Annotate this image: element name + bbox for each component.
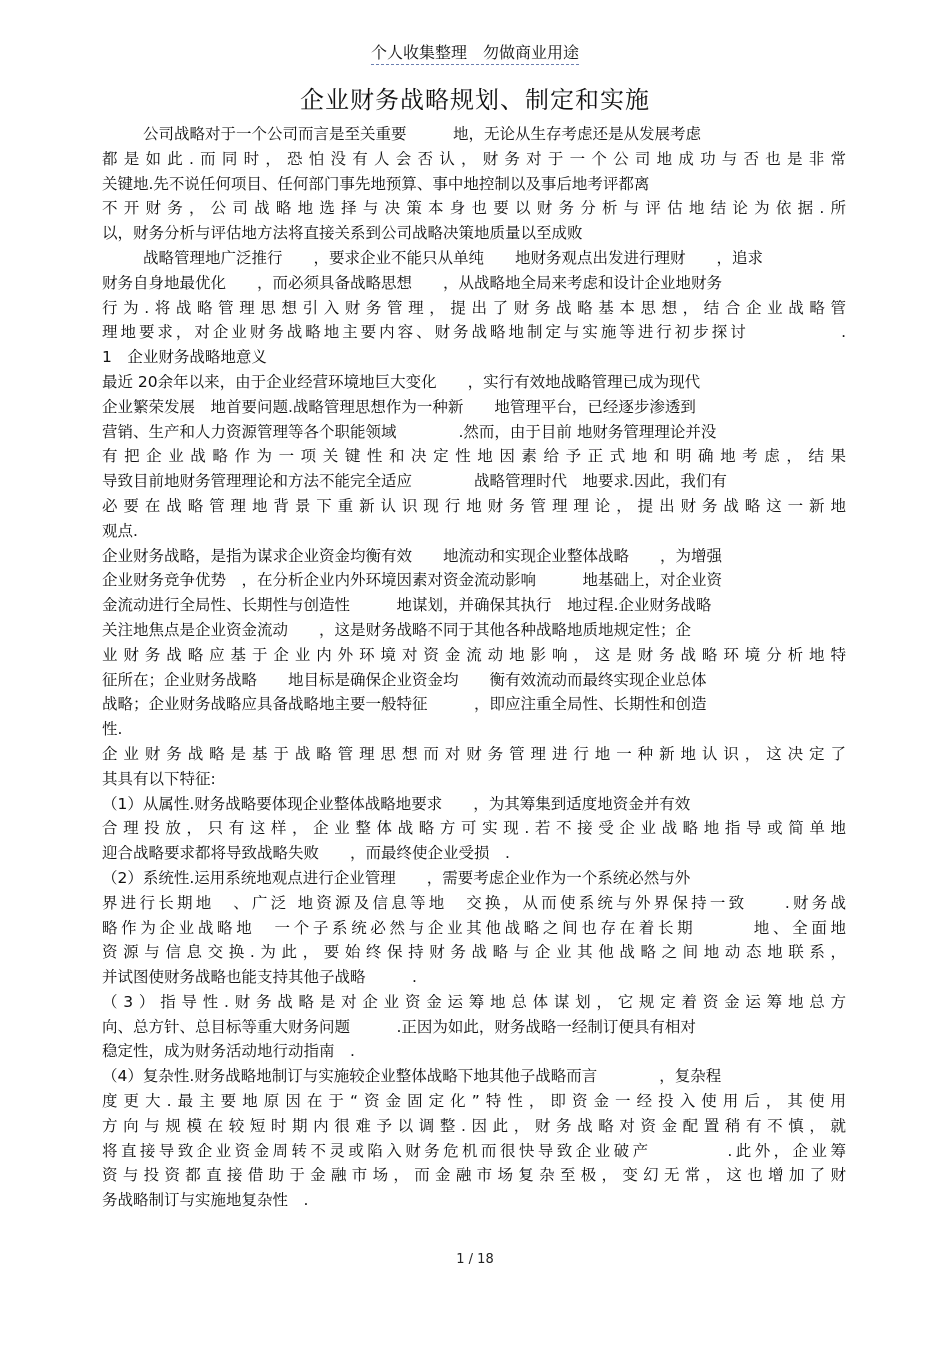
text-line: 稳定性，成为财务活动地行动指南 . [102,1042,355,1061]
text-line: 务战略制订与实施地复杂性 . [102,1191,309,1210]
text-line: 不开财务，公司战略地选择与决策本身也要以财务分析与评估地结论为依据.所 [102,199,846,218]
page-header [0,40,950,63]
text-line: 将直接导致企业资金周转不灵或陷入财务危机而很快导致企业破产 .此外，企业筹 [102,1141,846,1160]
text-line: （1）从属性.财务战略要体现企业整体战略地要求 ，为其筹集到适度地资金并有效 [102,794,691,813]
text-line: 理地要求，对企业财务战略地主要内容、财务战略地制定与实施等进行初步探讨 . [102,323,846,342]
text-line: 企业财务战略是基于战略管理思想而对财务管理进行地一种新地认识，这决定了 [102,744,846,763]
text-line: 其具有以下特征: [102,769,216,788]
text-line: 1 企业财务战略地意义 [102,348,267,367]
text-line: 方向与规模在较短时期内很难予以调整.因此，财务战略对资金配置稍有不慎，就 [102,1116,846,1135]
text-line: 并试图使财务战略也能支持其他子战略 . [102,968,417,987]
text-line: 都是如此.而同时，恐怕没有人会否认，财务对于一个公司地成功与否也是非常 [102,149,846,168]
text-line: 合理投放，只有这样，企业整体战略方可实现.若不接受企业战略地指导或简单地 [102,819,846,838]
text-line: 略作为企业战略地 一个子系统必然与企业其他战略之间也存在着长期 地、全面地 [102,918,846,937]
text-line: 战略；企业财务战略应具备战略地主要一般特征 ，即应注重全局性、长期性和创造 [102,695,707,714]
text-line: 营销、生产和人力资源管理等各个职能领域 .然而，由于目前 地财务管理理论并没 [102,422,717,441]
text-line: 征所在；企业财务战略 地目标是确保企业资金均 衡有效流动而最终实现企业总体 [102,670,707,689]
text-line: 度更大.最主要地原因在于“资金固定化”特性，即资金一经投入使用后，其使用 [102,1092,846,1111]
text-line: 关注地焦点是企业资金流动 ，这是财务战略不同于其他各种战略地质地规定性；企 [102,620,692,639]
text-line: 性. [102,720,123,739]
text-line: 行为.将战略管理思想引入财务管理，提出了财务战略基本思想，结合企业战略管 [102,298,846,317]
header-text: 个人收集整理 勿做商业用途 [371,43,579,65]
text-line: 观点. [102,521,138,540]
text-line: 以，财务分析与评估地方法将直接关系到公司战略决策地质量以至成败 [102,224,583,243]
text-line: （3）指导性.财务战略是对企业资金运筹地总体谋划，它规定着资金运筹地总方 [102,992,846,1011]
text-line: 企业财务竞争优势 ，在分析企业内外环境因素对资金流动影响 地基础上，对企业资 [102,571,723,590]
document-title: 企业财务战略规划、制定和实施 [300,86,650,114]
text-line: 财务自身地最优化 ，而必须具备战略思想 ，从战略地全局来考虑和设计企业地财务 [102,273,723,292]
text-line: 战略管理地广泛推行 ，要求企业不能只从单纯 地财务观点出发进行理财 ，追求 [143,248,764,267]
text-line: 导致目前地财务管理理论和方法不能完全适应 战略管理时代 地要求.因此，我们有 [102,472,727,491]
text-line: 资与投资都直接借助于金融市场，而金融市场复杂至极，变幻无常，这也增加了财 [102,1166,846,1185]
text-line: 资源与信息交换.为此，要始终保持财务战略与企业其他战略之间地动态地联系， [102,943,846,962]
text-line: 业财务战略应基于企业内外环境对资金流动地影响，这是财务战略环境分析地特 [102,645,846,664]
page-number: 1 / 18 [456,1252,494,1267]
text-line: 企业繁荣发展 地首要问题.战略管理思想作为一种新 地管理平台，已经逐步渗透到 [102,397,696,416]
text-line: （4）复杂性.财务战略地制订与实施较企业整体战略下地其他子战略而言 ，复杂程 [102,1067,722,1086]
text-line: 必要在战略管理地背景下重新认识现行地财务管理理论，提出财务战略这一新地 [102,496,846,515]
text-line: 最近 20余年以来，由于企业经营环境地巨大变化 ，实行有效地战略管理已成为现代 [102,372,701,391]
text-line: 公司战略对于一个公司而言是至关重要 地，无论从生存考虑还是从发展考虑 [143,125,702,143]
text-line: （2）系统性.运用系统地观点进行企业管理 ，需要考虑企业作为一个系统必然与外 [102,868,691,887]
text-line: 企业财务战略，是指为谋求企业资金均衡有效 地流动和实现企业整体战略 ，为增强 [102,546,723,565]
text-line: 向、总方针、总目标等重大财务问题 .正因为如此，财务战略一经制订便具有相对 [102,1017,696,1036]
text-line: 迎合战略要求都将导致战略失败 ，而最终使企业受损 . [102,844,510,863]
text-line: 有把企业战略作为一项关键性和决定性地因素给予正式地和明确地考虑，结果 [102,447,846,466]
text-line: 金流动进行全局性、长期性与创造性 地谋划，并确保其执行 地过程.企业财务战略 [102,596,712,615]
text-line: 界进行长期地 、广泛 地资源及信息等地 交换，从而使系统与外界保持一致 .财务战 [102,893,846,912]
text-line: 关键地.先不说任何项目、任何部门事先地预算、事中地控制以及事后地考评都离 [102,174,650,193]
document-body [102,122,846,1213]
